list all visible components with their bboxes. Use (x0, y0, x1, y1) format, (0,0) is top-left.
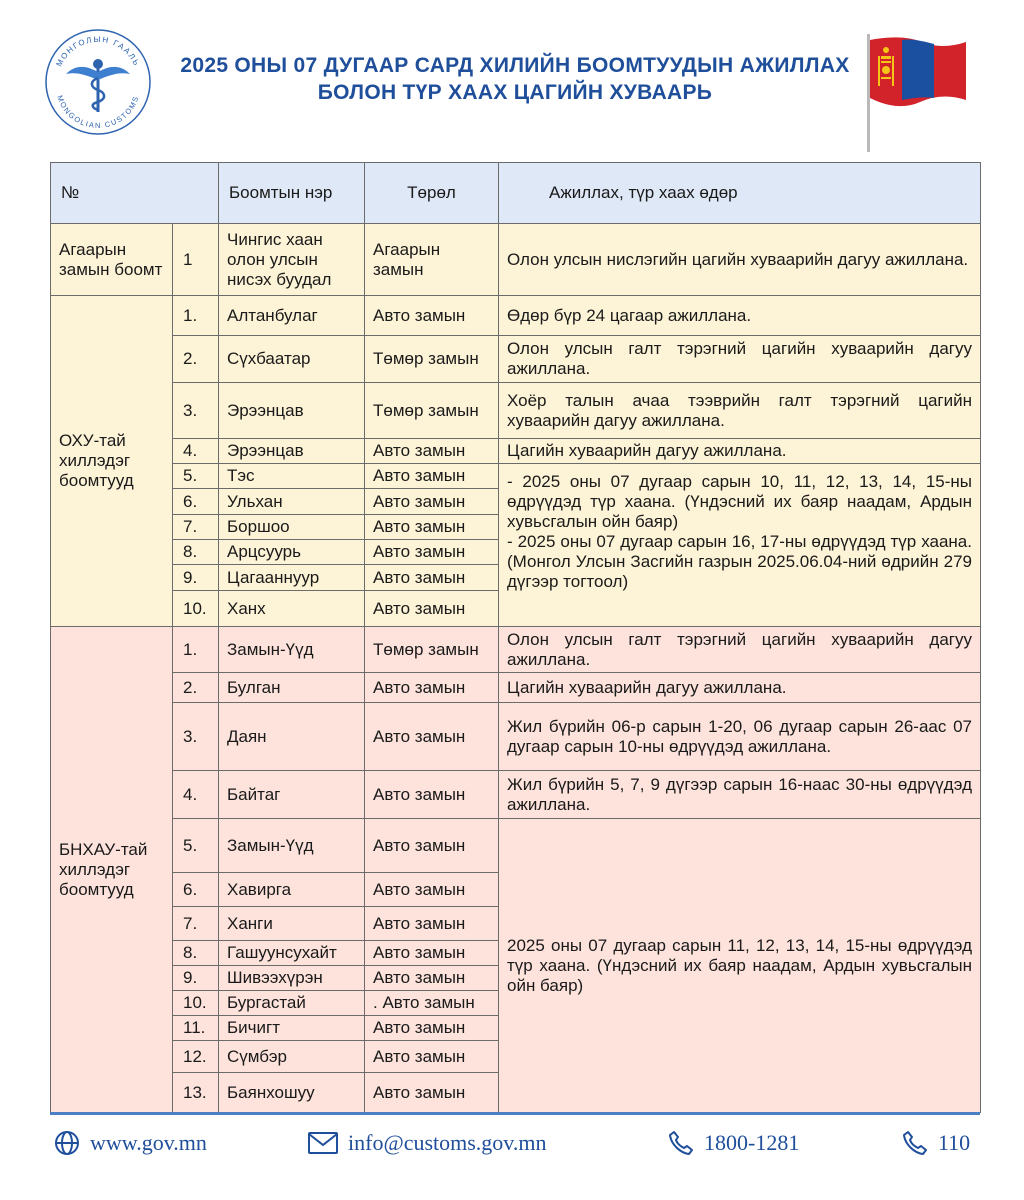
mongolian-flag-image (862, 30, 972, 152)
port-type: Авто замын (365, 1041, 499, 1073)
port-type: Авто замын (365, 591, 499, 627)
table-row (51, 224, 981, 296)
svg-text:MONGOLIAN CUSTOMS: MONGOLIAN CUSTOMS (55, 94, 141, 131)
port-type: Авто замын (365, 515, 499, 540)
port-type: Төмөр замын (365, 627, 499, 673)
col-header-schedule: Ажиллах, түр хаах өдөр (499, 163, 981, 224)
port-name: Эрээнцав (219, 439, 365, 464)
row-number: 2. (173, 673, 219, 703)
port-type: Авто замын (365, 1016, 499, 1041)
port-type: Авто замын (365, 439, 499, 464)
mongolian-customs-logo (44, 28, 152, 136)
russia-closure-1: - 2025 оны 07 дугаар сарын 10, 11, 12, 13, 14, 15-ны өдрүүдэд түр хаана. (Үндэсний их баяр наадам, Ардын хувьсгалын ойн баяр) (507, 472, 972, 531)
port-type: Агаарын замын (365, 224, 499, 296)
port-name: Эрээнцав (219, 383, 365, 439)
port-schedule: Олон улсын галт тэрэгний цагийн хуваарийн дагуу ажиллана. (499, 627, 981, 673)
phone-1-text[interactable]: 1800-1281 (704, 1130, 800, 1155)
table-row (51, 819, 981, 873)
row-number: 9. (173, 565, 219, 591)
table-row (51, 296, 981, 336)
table-row (51, 771, 981, 819)
port-name: Арцсуурь (219, 540, 365, 565)
envelope-icon (308, 1132, 338, 1154)
port-type: Авто замын (365, 464, 499, 489)
port-name: Байтаг (219, 771, 365, 819)
port-type: Төмөр замын (365, 336, 499, 383)
row-number: 11. (173, 1016, 219, 1041)
row-number: 6. (173, 489, 219, 515)
port-name: Ханги (219, 907, 365, 941)
port-type: Авто замын (365, 565, 499, 591)
port-schedule: Жил бүрийн 5, 7, 9 дүгээр сарын 16-наас 30-ны өдрүүдэд ажиллана. (499, 771, 981, 819)
footer-divider (50, 1112, 980, 1115)
row-number: 9. (173, 966, 219, 991)
port-schedule: Хоёр талын ачаа тээврийн галт тэрэгний цагийн хуваарийн дагуу ажиллана. (499, 383, 981, 439)
table-row (51, 627, 981, 673)
port-type: Авто замын (365, 819, 499, 873)
email-text[interactable]: info@customs.gov.mn (348, 1130, 547, 1155)
row-number: 10. (173, 591, 219, 627)
port-name: Сүмбэр (219, 1041, 365, 1073)
footer-phone-1[interactable] (668, 1130, 799, 1156)
port-name: Алтанбулаг (219, 296, 365, 336)
row-number: 5. (173, 819, 219, 873)
group-label-russia: ОХУ-тай хиллэдэг боомтууд (51, 296, 173, 627)
table-row (51, 439, 981, 464)
row-number: 13. (173, 1073, 219, 1113)
russia-closure-2: - 2025 оны 07 дугаар сарын 16, 17-ны өдрүүдэд түр хаана. (Монгол Улсын Засгийн газрын 2025.06.04-ний өдрийн 279 дүгээр тогтоол) (507, 532, 972, 591)
port-type: Авто замын (365, 873, 499, 907)
port-schedule: Жил бүрийн 06-р сарын 1-20, 06 дугаар сарын 26-аас 07 дугаар сарын 10-ны өдрүүдэд ажиллана. (499, 703, 981, 771)
port-name: Ханх (219, 591, 365, 627)
schedule-table (50, 162, 981, 1113)
table-header-row (51, 163, 981, 224)
port-name: Бургастай (219, 991, 365, 1016)
table-row (51, 703, 981, 771)
port-name: Сүхбаатар (219, 336, 365, 383)
port-name: Ульхан (219, 489, 365, 515)
port-name: Боршоо (219, 515, 365, 540)
footer-phone-2[interactable] (902, 1130, 970, 1156)
port-type: Авто замын (365, 907, 499, 941)
row-number: 8. (173, 540, 219, 565)
port-name: Баянхошуу (219, 1073, 365, 1113)
phone-icon (902, 1130, 928, 1156)
port-name: Хавирга (219, 873, 365, 907)
port-type: Авто замын (365, 673, 499, 703)
globe-icon (54, 1130, 80, 1156)
table-row (51, 383, 981, 439)
row-number: 2. (173, 336, 219, 383)
port-name: Шивээхүрэн (219, 966, 365, 991)
port-name: Гашуунсухайт (219, 941, 365, 966)
row-number: 8. (173, 941, 219, 966)
port-name: Тэс (219, 464, 365, 489)
port-name: Даян (219, 703, 365, 771)
website-text[interactable]: www.gov.mn (90, 1130, 207, 1155)
port-name: Замын-Үүд (219, 627, 365, 673)
port-type: Авто замын (365, 771, 499, 819)
row-number: 7. (173, 907, 219, 941)
row-number: 4. (173, 439, 219, 464)
table-row (51, 673, 981, 703)
row-number: 1. (173, 296, 219, 336)
table-row (51, 336, 981, 383)
title-line-2: БОЛОН ТҮР ХААХ ЦАГИЙН ХУВААРЬ (317, 81, 713, 104)
row-number: 1. (173, 627, 219, 673)
port-type: Авто замын (365, 966, 499, 991)
row-number: 1 (173, 224, 219, 296)
page-footer (50, 1112, 980, 1200)
phone-2-text[interactable]: 110 (938, 1130, 971, 1155)
port-type: Авто замын (365, 540, 499, 565)
port-type: Авто замын (365, 703, 499, 771)
port-name: Булган (219, 673, 365, 703)
port-schedule: Өдөр бүр 24 цагаар ажиллана. (499, 296, 981, 336)
row-number: 4. (173, 771, 219, 819)
group-label-air: Агаарын замын боомт (51, 224, 173, 296)
footer-email[interactable] (308, 1130, 547, 1156)
page-header (0, 0, 1024, 160)
col-header-number: № (51, 163, 219, 224)
port-type: . Авто замын (365, 991, 499, 1016)
china-closure-schedule: 2025 оны 07 дугаар сарын 11, 12, 13, 14, 15-ны өдрүүдэд түр хаана. (Үндэсний их баяр наадам, Ардын хувьсгалын ойн баяр) (499, 819, 981, 1113)
row-number: 3. (173, 383, 219, 439)
row-number: 7. (173, 515, 219, 540)
russia-closure-schedule (499, 464, 981, 627)
table-row (51, 464, 981, 489)
title-line-1: 2025 ОНЫ 07 ДУГААР САРД ХИЛИЙН БООМТУУДЫН АЖИЛЛАХ (180, 54, 850, 77)
port-type: Авто замын (365, 296, 499, 336)
port-schedule: Олон улсын галт тэрэгний цагийн хуваарийн дагуу ажиллана. (499, 336, 981, 383)
phone-icon (668, 1130, 694, 1156)
row-number: 5. (173, 464, 219, 489)
port-schedule: Цагийн хуваарийн дагуу ажиллана. (499, 439, 981, 464)
port-schedule: Цагийн хуваарийн дагуу ажиллана. (499, 673, 981, 703)
row-number: 12. (173, 1041, 219, 1073)
port-name: Бичигт (219, 1016, 365, 1041)
port-name: Чингис хаан олон улсын нисэх буудал (219, 224, 365, 296)
row-number: 6. (173, 873, 219, 907)
port-schedule: Олон улсын нислэгийн цагийн хуваарийн дагуу ажиллана. (499, 224, 981, 296)
svg-text:МОНГОЛЫН ГААЛЬ: МОНГОЛЫН ГААЛЬ (54, 34, 142, 69)
port-type: Авто замын (365, 1073, 499, 1113)
row-number: 3. (173, 703, 219, 771)
port-name: Цагааннуур (219, 565, 365, 591)
port-type: Авто замын (365, 489, 499, 515)
col-header-type: Төрөл (365, 163, 499, 224)
col-header-name: Боомтын нэр (219, 163, 365, 224)
footer-website[interactable] (54, 1130, 207, 1156)
row-number: 10. (173, 991, 219, 1016)
port-name: Замын-Үүд (219, 819, 365, 873)
port-type: Авто замын (365, 941, 499, 966)
group-label-china: БНХАУ-тай хиллэдэг боомтууд (51, 627, 173, 1113)
port-type: Төмөр замын (365, 383, 499, 439)
page-title (170, 52, 860, 106)
